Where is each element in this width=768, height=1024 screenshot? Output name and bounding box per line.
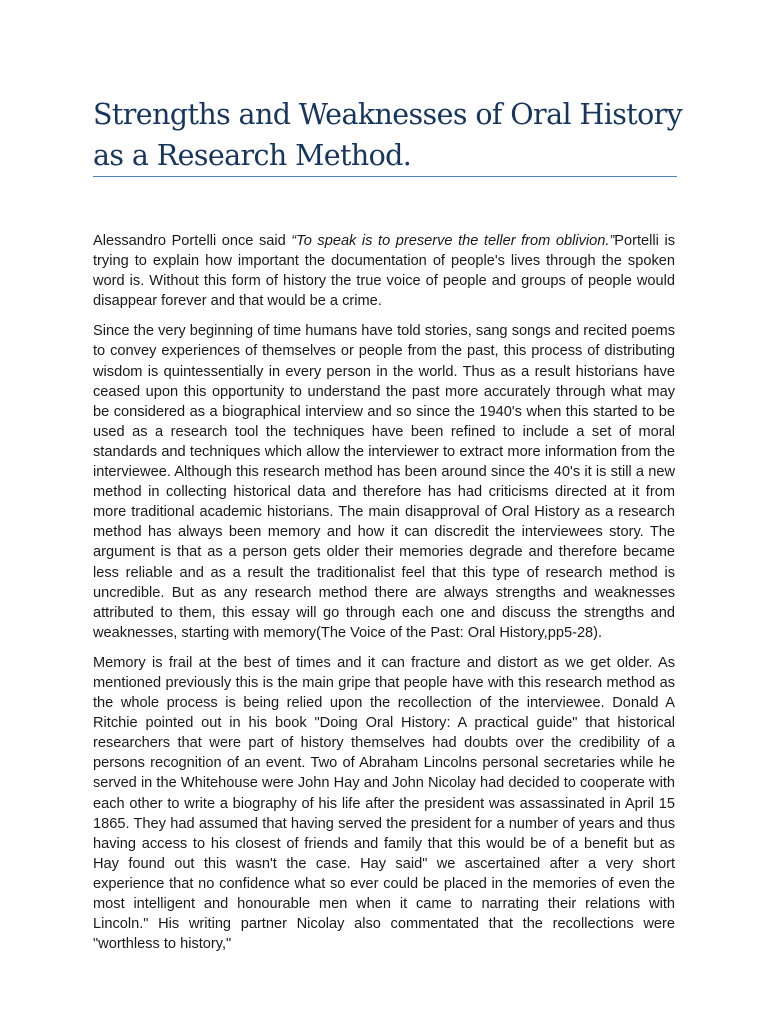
paragraph-2: Since the very beginning of time humans have told stories, sang songs and recited poems to convey experiences of themselves or people from the past, this process of distributing wisdom is quintessentially in every person in the world. Thus as a result historians have ceased upon this opportunity to understand the past more accurately through what may be considered as a biographical interview and so since the 1940's when this started to be used as a research tool the techniques have been refined to include a set of moral standards and techniques which allow the interviewer to extract more information from the interviewee. Although this research method has been around since the 40's it is still a new method in collecting historical data and therefore has had criticisms directed at it from more traditional academic historians. The main disapproval of Oral History as a research method has always been memory and how it can discredit the interviewees story. The argument is that as a person gets older their memories degrade and therefore became less reliable and as a result the traditionalist feel that this type of research method is uncredible. But as any research method there are always strengths and weaknesses attributed to them, this essay will go through each one and discuss the strengths and weaknesses, starting with memory(The Voice of the Past: Oral History,pp5-28). (93, 323, 675, 641)
paragraph-1 (93, 231, 675, 311)
portelli-quote: “To speak is to preserve the teller from oblivion.” (291, 233, 615, 249)
document-title: Strengths and Weaknesses of Oral History as a Research Method. (93, 98, 683, 172)
paragraph-3: Memory is frail at the best of times and it can fracture and distort as we get older. As mentioned previously this is the main gripe that people have with this research method as the whole process is being relied upon the recollection of the interviewee. Donald A Ritchie pointed out in his book "Doing Oral History: A practical guide" that historical researchers that were part of history themselves had doubts over the credibility of a persons recognition of an event. Two of Abraham Lincolns personal secretaries while he served in the Whitehouse were John Hay and John Nicolay had decided to cooperate with each other to write a biography of his life after the president was assassinated in April 15 1865. They had assumed that having served the president for a number of years and thus having access to his closest of friends and family that this would be of a benefit but as Hay found out this wasn't the case. Hay said" we ascertained after a very short experience that no confidence what so ever could be placed in the memories of even the most intelligent and honourable men when it came to narrating their relations with Lincoln." His writing partner Nicolay also commentated that the recollections were "worthless to history," (93, 654, 675, 953)
document-body (93, 231, 675, 964)
paragraph-1-rest: Portelli is trying to explain how important the documentation of people's lives through the spoken word is. Without this form of history the true voice of people and groups of people would disappear forever and that would be a crime. (93, 233, 676, 310)
paragraph-1-intro: Alessandro Portelli once said (93, 233, 292, 249)
title-divider (93, 176, 677, 177)
